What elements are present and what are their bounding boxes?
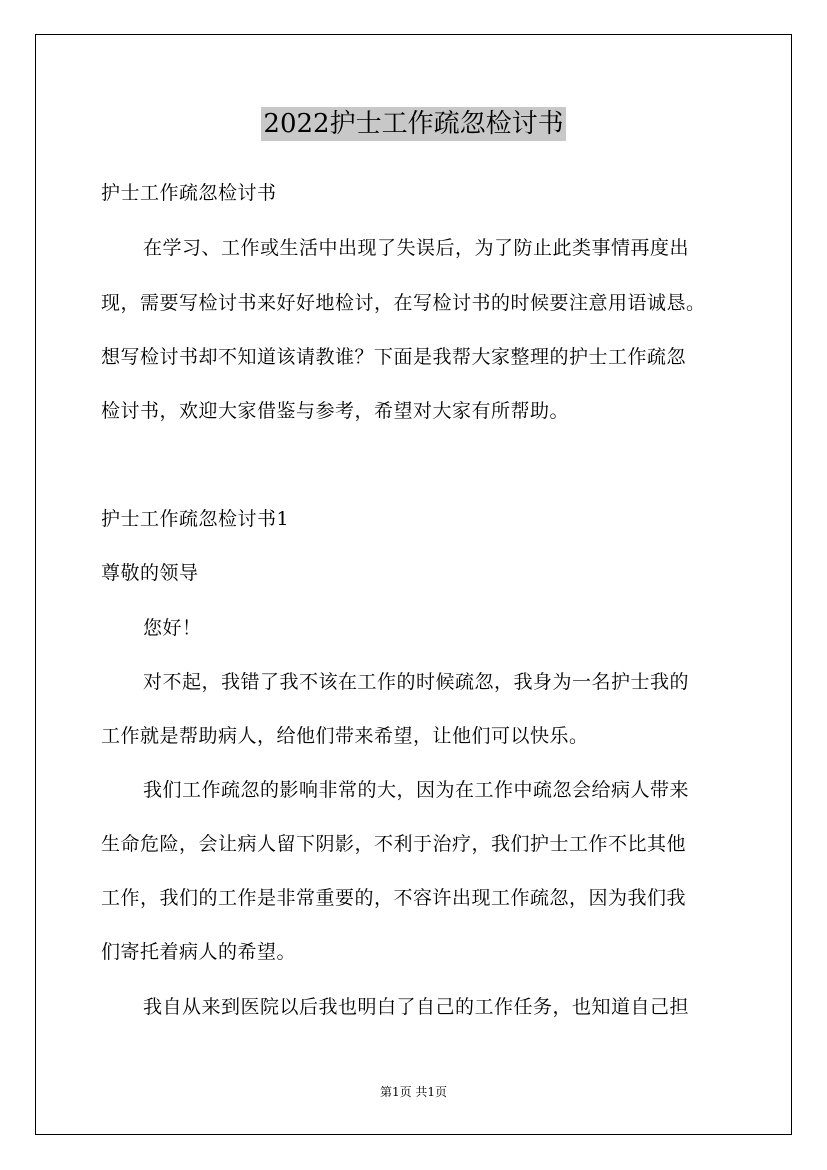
document-title [0,104,827,144]
paragraph-line: 在学习、工作或生活中出现了失误后，为了防止此类事情再度出 [143,237,690,259]
paragraph-line: 生命危险，会让病人留下阴影，不利于治疗，我们护士工作不比其他 [101,833,687,855]
section-heading: 护士工作疏忽检讨书1 [101,508,290,530]
salutation: 尊敬的领导 [101,562,199,584]
paragraph-line: 检讨书，欢迎大家借鉴与参考，希望对大家有所帮助。 [101,400,570,422]
paragraph-line: 工作就是帮助病人，给他们带来希望，让他们可以快乐。 [101,725,589,747]
paragraph-line: 我自从来到医院以后我也明白了自己的工作任务，也知道自己担 [143,996,690,1018]
paragraph-line: 现，需要写检讨书来好好地检讨，在写检讨书的时候要注意用语诚恳。 [101,292,706,314]
document-title-text: 2022护士工作疏忽检讨书 [263,109,564,139]
paragraph-line: 们寄托着病人的希望。 [101,941,297,963]
paragraph-line: 想写检讨书却不知道该请教谁？下面是我帮大家整理的护士工作疏忽 [101,346,687,368]
paragraph-line: 我们工作疏忽的影响非常的大，因为在工作中疏忽会给病人带来 [143,779,690,801]
greeting: 您好！ [143,617,202,639]
paragraph-line: 对不起，我错了我不该在工作的时候疏忽，我身为一名护士我的 [143,671,690,693]
paragraph-line: 工作，我们的工作是非常重要的，不容许出现工作疏忽，因为我们我 [101,887,687,909]
section-heading: 护士工作疏忽检讨书 [101,182,277,204]
page-footer: 第1页 共1页 [379,1085,448,1099]
